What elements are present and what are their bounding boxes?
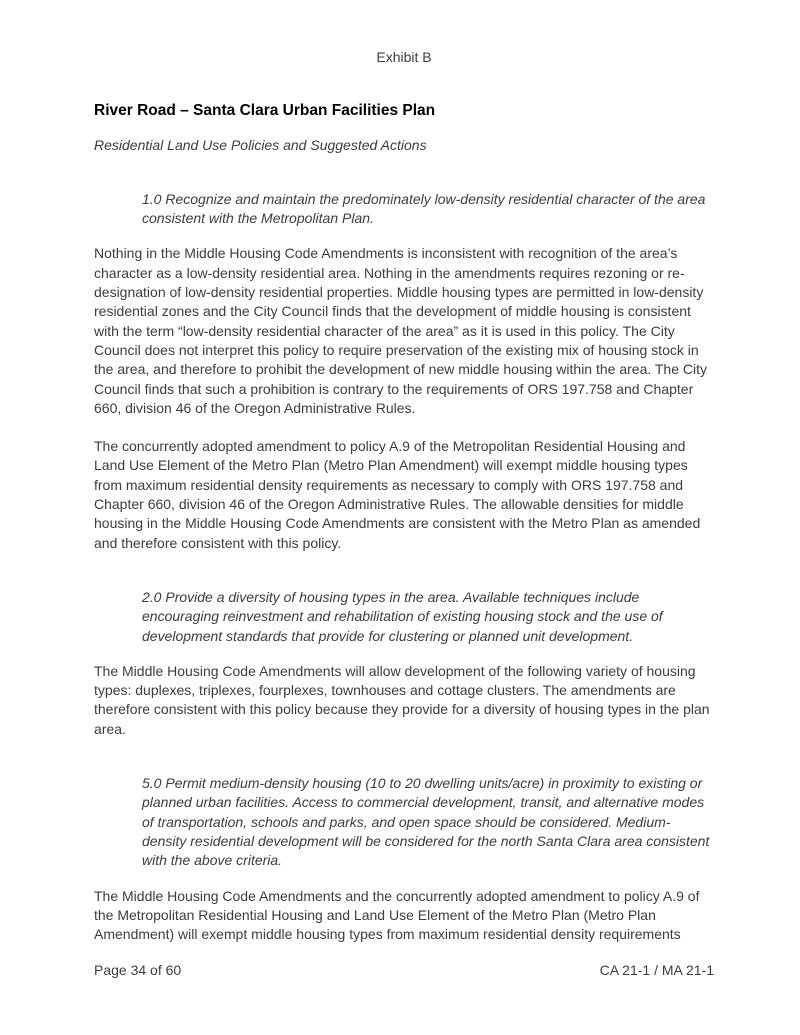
page-number: Page 34 of 60 <box>94 962 182 978</box>
exhibit-label: Exhibit B <box>376 49 432 65</box>
policy-5-0: 5.0 Permit medium-density housing (10 to 20 dwelling units/acre) in proximity to existing or planned urban facilities. Access to commercial development, transit, and alternative modes of transportation, schools and parks, and open space should be considered. Medium-density residential development will be considered for the north Santa Clara area consistent with the above criteria. <box>142 775 710 869</box>
document-title: River Road – Santa Clara Urban Facilities Plan <box>94 102 436 120</box>
finding-paragraph-2: The concurrently adopted amendment to policy A.9 of the Metropolitan Residential Housing and Land Use Element of the Metro Plan (Metro Plan Amendment) will exempt middle housing types from maximum residential density requirements as necessary to comply with ORS 197.758 and Chapter 660, division 46 of the Oregon Administrative Rules. The allowable densities for middle housing in the Middle Housing Code Amendments are consistent with the Metro Plan as amended and therefore consistent with this policy. <box>94 438 701 551</box>
document-subtitle: Residential Land Use Policies and Suggested Actions <box>94 136 427 153</box>
finding-paragraph-1: Nothing in the Middle Housing Code Amendments is inconsistent with recognition of the area’s character as a low-density residential area. Nothing in the amendments requires rezoning or re-designation of low-density residential properties. Middle housing types are permitted in low-density residential zones and the City Council finds that the development of middle housing is consistent with the term “low-density residential character of the area” as it is used in this policy. The City Council does not interpret this policy to require preservation of the existing mix of housing stock in the area, and therefore to prohibit the development of new middle housing within the area. The City Council finds that such a prohibition is contrary to the requirements of ORS 197.758 and Chapter 660, division 46 of the Oregon Administrative Rules. <box>94 245 708 416</box>
finding-paragraph-4: The Middle Housing Code Amendments and the concurrently adopted amendment to policy A.9 of the Metropolitan Residential Housing and Land Use Element of the Metro Plan (Metro Plan Amendment) will exempt middle housing types from maximum residential density requirements <box>94 887 700 943</box>
policy-2-0: 2.0 Provide a diversity of housing types in the area. Available techniques include encouraging reinvestment and rehabilitation of existing housing stock and the use of development standards that provide for clustering or planned unit development. <box>142 588 663 644</box>
policy-1-0: 1.0 Recognize and maintain the predominately low-density residential character of the area consistent with the Metropolitan Plan. <box>142 190 706 227</box>
case-number: CA 21-1 / MA 21-1 <box>599 962 714 978</box>
finding-paragraph-3: The Middle Housing Code Amendments will allow development of the following variety of housing types: duplexes, triplexes, fourplexes, townhouses and cottage clusters. The amendments are therefore consistent with this policy because they provide for a diversity of housing types in the plan area. <box>94 662 710 737</box>
page-footer <box>94 961 714 980</box>
